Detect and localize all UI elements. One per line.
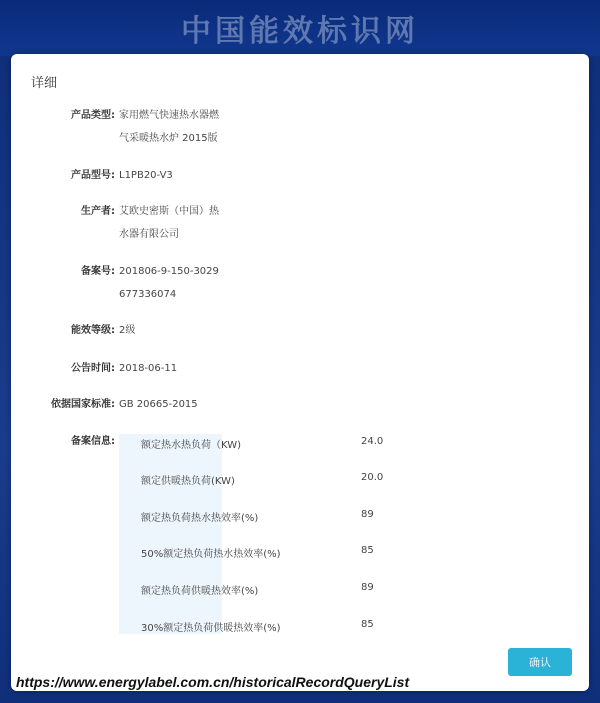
record-info-value: 89	[361, 582, 374, 593]
record-info-name: 额定供暖热负荷(KW)	[141, 476, 235, 487]
field-label: 能效等级:	[71, 325, 115, 336]
record-info-value: 85	[361, 619, 374, 630]
url-caption	[0, 672, 600, 696]
url-text: https://www.energylabel.com.cn/historicalRecordQueryList	[16, 674, 410, 690]
record-info-name: 额定热负荷热水热效率(%)	[141, 513, 259, 524]
record-info-value: 24.0	[361, 436, 384, 447]
field-value: 艾欧史密斯（中国）热 水器有限公司	[119, 206, 219, 240]
record-info-name: 额定热负荷供暖热效率(%)	[141, 586, 259, 597]
record-info-name: 额定热水热负荷（KW)	[141, 440, 241, 451]
field-value: 2018-06-11	[119, 363, 178, 374]
field-label: 备案信息:	[71, 436, 115, 447]
detail-modal	[11, 54, 589, 691]
field-value: 家用燃气快速热水器燃 气采暖热水炉 2015版	[119, 110, 219, 144]
site-header	[0, 0, 600, 56]
modal-title: 详细	[31, 76, 58, 91]
field-value: L1PB20-V3	[119, 170, 173, 181]
field-label: 产品类型:	[71, 110, 115, 121]
confirm-button[interactable]: 确认	[508, 648, 572, 676]
field-label: 依据国家标准:	[51, 399, 115, 410]
field-label: 备案号:	[81, 266, 115, 277]
field-label: 公告时间:	[71, 363, 115, 374]
record-info-name: 50%额定热负荷热水热效率(%)	[141, 549, 281, 560]
field-value: 201806-9-150-3029 677336074	[119, 266, 219, 300]
record-info-panel	[119, 434, 222, 634]
record-info-name: 30%额定热负荷供暖热效率(%)	[141, 623, 281, 634]
record-info-value: 85	[361, 545, 374, 556]
field-value: 2级	[119, 325, 136, 336]
field-value: GB 20665-2015	[119, 399, 198, 410]
field-label: 产品型号:	[71, 170, 115, 181]
record-info-value: 20.0	[361, 472, 384, 483]
site-title: 中国能效标识网	[181, 14, 419, 49]
record-info-value: 89	[361, 509, 374, 520]
field-label: 生产者:	[81, 206, 115, 217]
